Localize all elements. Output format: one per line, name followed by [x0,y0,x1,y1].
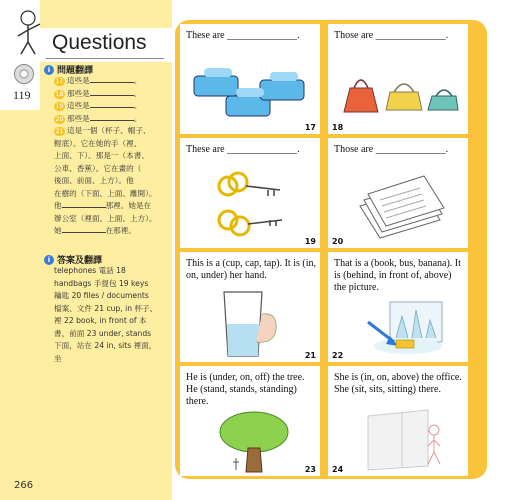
answer-line: telephones 電話 18 [54,266,126,275]
translation-text: 那是一（本書、 [95,151,149,160]
translation-text: 。 [133,76,142,85]
translation-text: 那些是 [67,113,90,123]
item-number-badge: 18 [55,90,64,98]
translation-text: 輕底）。它在她的手（裡、 [54,138,142,148]
translation-text: 這是一個（杯子、帽子、 [67,126,151,135]
translation-line [54,175,134,187]
translation-text: 後面、前面、上方）。 [54,176,127,185]
item-number: 24 [332,465,344,474]
translation-text: 在樹的（下面、上面、離開）。 [54,188,157,198]
item-number: 19 [304,237,316,246]
cell-text: This is a (cup, cap, tap). It is (in, on, under) her hand. [186,258,316,281]
exercise-cell-24 [328,366,468,476]
translation-text: 那些是 [67,88,90,98]
translation-line [54,100,141,112]
translation-text: 。 [133,113,142,123]
item-number-badge: 19 [55,103,64,110]
documents-illustration [350,166,450,240]
translation-line [54,113,141,125]
translation-text: 這些是 [67,76,90,85]
item-number-badge: 20 [55,115,64,123]
translation-line [54,213,157,225]
translation-line [54,88,141,100]
answer-blank [90,100,134,108]
answer-line: 書，前面 23 under, stands [54,328,152,338]
translation-line [54,200,151,212]
answer-line: handbags 手提包 19 keys [54,278,149,288]
page-title: Questions [52,31,147,54]
translation-text: 。 [133,101,142,110]
translation-line [54,163,141,175]
office-illustration [358,406,458,472]
item-number: 17 [304,123,316,132]
translation-text: 那裡。她是在 [105,201,152,210]
translation-text: 在那裡。 [105,226,136,235]
book-picture-illustration [350,298,450,358]
tree-illustration [216,408,296,474]
exercise-cell-20 [328,138,468,248]
translation-line [54,125,151,137]
keys-illustration [216,168,296,238]
answer-line: 下面，站在 24 in, sits 裡面， [54,341,157,350]
item-number-badge: 17 [55,78,64,85]
answer-line: 檔案、文件 21 cup, in 杯子、 [54,303,158,313]
exercise-cell-23 [180,366,320,476]
cell-text: These are ______________. [186,144,300,155]
title-rule [46,58,164,59]
translation-heading: i 問題翻譯 [44,63,93,76]
handbags-illustration [336,64,460,124]
info-icon: i [44,65,54,75]
cup-in-hand-illustration [206,286,296,360]
translation-text: 公車、香蕉）。它在畫的（ [54,163,142,173]
item-number-badge: 21 [55,128,64,135]
translation-line [54,138,141,150]
cell-text: He is (under, on, off) the tree. He (stand, stands, standing) there. [186,372,305,407]
cell-text: These are ______________. [186,30,300,41]
answer-line: 坐 [54,353,62,363]
item-number: 22 [332,351,344,360]
answer-blank [62,200,106,208]
item-number: 23 [304,465,316,474]
track-number: 119 [13,88,31,102]
item-number: 18 [332,123,344,132]
translation-text: 上面、下）。 [54,151,96,160]
info-icon: i [44,255,54,265]
translation-line [54,150,149,162]
answer-blank [90,75,134,83]
cell-text: That is a (book, bus, banana). It is (behind, in front of, above) the picture. [334,258,461,293]
stick-figure-icon [12,8,44,56]
item-number: 21 [304,351,316,360]
translation-text: 辦公室（裡面、上面、上方）。 [54,213,157,223]
page-number: 266 [14,480,34,491]
translation-line [54,188,157,200]
cell-text: Those are ______________. [334,144,449,155]
translation-text: 他 [54,201,62,210]
answer-blank [90,113,134,121]
translation-line [54,75,141,87]
exercise-cell-17 [180,24,320,134]
answer-line: 裡 22 book, in front of 本 [54,316,147,325]
exercise-cell-19 [180,138,320,248]
translation-text: 他 [126,176,134,185]
item-number: 20 [332,237,344,246]
answer-blank [62,225,106,233]
cd-icon [14,64,34,84]
cell-text: She is (in, on, above) the office. She (sit, sits, sitting) there. [334,372,462,395]
translation-line [54,225,136,237]
translation-text: 這些是 [67,101,90,110]
answer-blank [90,88,134,96]
translation-text: 她 [54,226,62,235]
answers-heading: i 答案及翻譯 [44,253,102,266]
telephones-illustration [190,62,310,122]
exercise-cell-18 [328,24,468,134]
answer-line: 鑰匙 20 files / documents [54,291,149,300]
exercise-cell-21 [180,252,320,362]
cell-text: Those are ______________. [334,30,449,41]
translation-text: 。 [133,88,142,98]
exercise-cell-22 [328,252,468,362]
